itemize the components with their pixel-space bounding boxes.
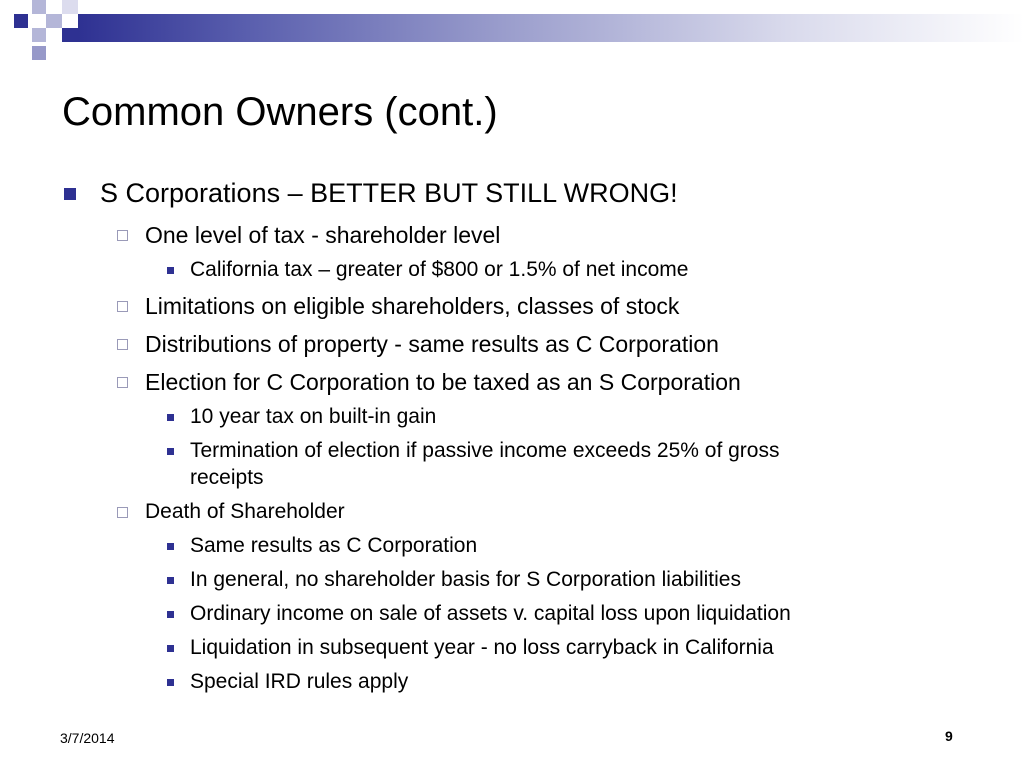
footer-date: 3/7/2014: [60, 730, 115, 746]
decor-square: [62, 0, 78, 14]
bullet-small-square-icon: [167, 414, 174, 421]
header-gradient-band: [78, 14, 1024, 42]
bullet-level3-continued: receipts: [190, 466, 264, 489]
bullet-level3: In general, no shareholder basis for S Corporation liabilities: [190, 568, 741, 591]
bullet-small-square-icon: [167, 611, 174, 618]
decor-square: [14, 14, 28, 28]
decor-square: [32, 0, 46, 14]
bullet-box-icon: [117, 339, 128, 350]
bullet-small-square-icon: [167, 577, 174, 584]
bullet-level3: Liquidation in subsequent year - no loss carryback in California: [190, 636, 774, 659]
bullet-level2: Distributions of property - same results as C Corporation: [145, 331, 719, 357]
bullet-level3: Termination of election if passive income exceeds 25% of gross: [190, 439, 780, 462]
bullet-level2: One level of tax - shareholder level: [145, 222, 501, 248]
bullet-level1: S Corporations – BETTER BUT STILL WRONG!: [100, 178, 678, 208]
decor-square: [46, 14, 62, 28]
bullet-level2: Election for C Corporation to be taxed as an S Corporation: [145, 369, 741, 395]
bullet-level3: California tax – greater of $800 or 1.5% of net income: [190, 258, 689, 281]
decor-square: [62, 28, 78, 42]
page-number: 9: [945, 728, 953, 744]
bullet-level3: Same results as C Corporation: [190, 534, 478, 557]
bullet-box-icon: [117, 230, 128, 241]
bullet-level3: Ordinary income on sale of assets v. capital loss upon liquidation: [190, 602, 791, 625]
bullet-small-square-icon: [167, 267, 174, 274]
bullet-box-icon: [117, 507, 128, 518]
decor-square: [32, 28, 46, 42]
bullet-level3: 10 year tax on built-in gain: [190, 405, 437, 428]
bullet-small-square-icon: [167, 448, 174, 455]
decor-square: [32, 46, 46, 60]
bullet-square-icon: [64, 188, 76, 200]
bullet-small-square-icon: [167, 679, 174, 686]
slide-title: Common Owners (cont.): [62, 90, 498, 134]
bullet-box-icon: [117, 377, 128, 388]
bullet-box-icon: [117, 301, 128, 312]
bullet-small-square-icon: [167, 645, 174, 652]
bullet-small-square-icon: [167, 543, 174, 550]
bullet-level2: Limitations on eligible shareholders, classes of stock: [145, 293, 680, 319]
bullet-level2: Death of Shareholder: [145, 500, 345, 523]
bullet-level3: Special IRD rules apply: [190, 670, 409, 693]
